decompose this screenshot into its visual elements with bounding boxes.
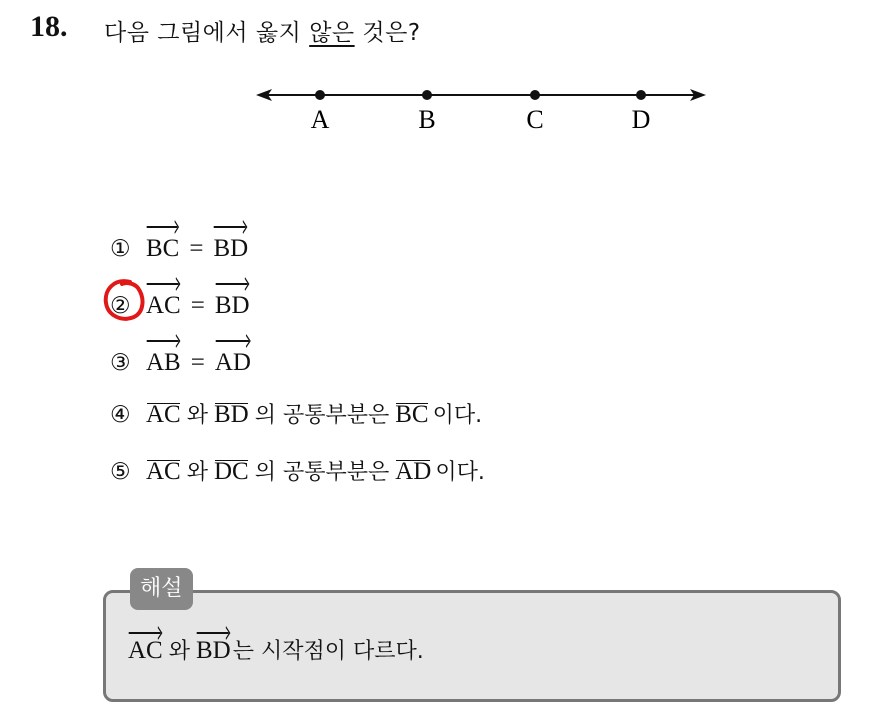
equals-sign: = — [189, 235, 204, 262]
vector-arrow-icon — [128, 625, 163, 639]
point-b-dot — [422, 90, 432, 100]
vector-label: AC — [146, 292, 181, 319]
vector-label: AD — [214, 349, 251, 376]
point-b-label: B — [418, 105, 436, 134]
point-d-dot — [636, 90, 646, 100]
choice-2-mark: ② — [110, 293, 131, 319]
conjunction-text: 와 — [186, 403, 208, 428]
segment-bc: BC — [395, 397, 428, 433]
vector-label: BD — [196, 637, 231, 664]
segment-ac: AC — [146, 454, 181, 490]
vector-bd — [213, 225, 248, 267]
vector-label: BD — [213, 235, 249, 262]
vector-label: BC — [146, 235, 180, 262]
conjunction-text: 와 — [168, 639, 190, 664]
vector-arrow-icon — [215, 276, 250, 290]
ending-text: 이다. — [432, 403, 483, 428]
conjunction-text: 와 — [186, 460, 208, 485]
solution-label: 해설 — [130, 568, 193, 610]
choice-4-mark: ④ — [110, 402, 131, 428]
question-text-before: 다음 그림에서 옳지 — [104, 20, 310, 46]
vector-bc — [146, 225, 179, 267]
middle-text: 의 공통부분은 — [254, 460, 390, 485]
equals-sign: = — [190, 349, 205, 376]
choice-2[interactable] — [110, 282, 250, 318]
middle-text: 의 공통부분은 — [254, 403, 390, 428]
vector-arrow-icon — [146, 219, 179, 233]
point-a-dot — [315, 90, 325, 100]
choice-1-mark: ① — [110, 236, 131, 262]
solution-rest-text: 는 시작점이 다르다. — [232, 639, 424, 664]
point-d-label: D — [631, 105, 651, 134]
vector-label: AB — [146, 349, 181, 376]
vector-ac — [128, 631, 163, 665]
vector-ad — [215, 339, 251, 381]
choice-5-mark: ⑤ — [110, 459, 131, 485]
choice-4[interactable] — [110, 396, 488, 432]
point-c-label: C — [526, 105, 544, 134]
segment-dc: DC — [214, 454, 249, 490]
segment-bd: BD — [214, 397, 249, 433]
solution-text — [128, 631, 430, 665]
point-a-label: A — [310, 105, 330, 134]
segment-ac: AC — [146, 397, 181, 433]
line-figure — [250, 78, 720, 138]
question-text — [104, 14, 421, 47]
vector-label: BD — [214, 292, 250, 319]
point-c-dot — [530, 90, 540, 100]
vector-bd — [196, 631, 231, 665]
choice-1[interactable] — [110, 225, 248, 261]
solution-box — [103, 590, 841, 702]
vector-label: AC — [128, 637, 163, 664]
vector-arrow-icon — [196, 625, 231, 639]
choice-3[interactable] — [110, 339, 251, 375]
choice-5[interactable] — [110, 453, 491, 489]
answer-circle-icon — [100, 276, 148, 324]
segment-ad: AD — [395, 454, 431, 490]
vector-ac — [146, 282, 181, 324]
question-number: 18. — [30, 10, 68, 43]
question-text-underlined: 않은 — [309, 20, 355, 46]
vector-arrow-icon — [215, 333, 251, 347]
equals-sign: = — [190, 292, 205, 319]
vector-bd — [215, 282, 250, 324]
vector-arrow-icon — [146, 333, 181, 347]
vector-arrow-icon — [213, 219, 248, 233]
vector-ab — [146, 339, 181, 381]
question-text-after: 것은? — [354, 20, 421, 46]
ending-text: 이다. — [435, 460, 485, 485]
vector-arrow-icon — [146, 276, 181, 290]
choice-3-mark: ③ — [110, 350, 131, 376]
